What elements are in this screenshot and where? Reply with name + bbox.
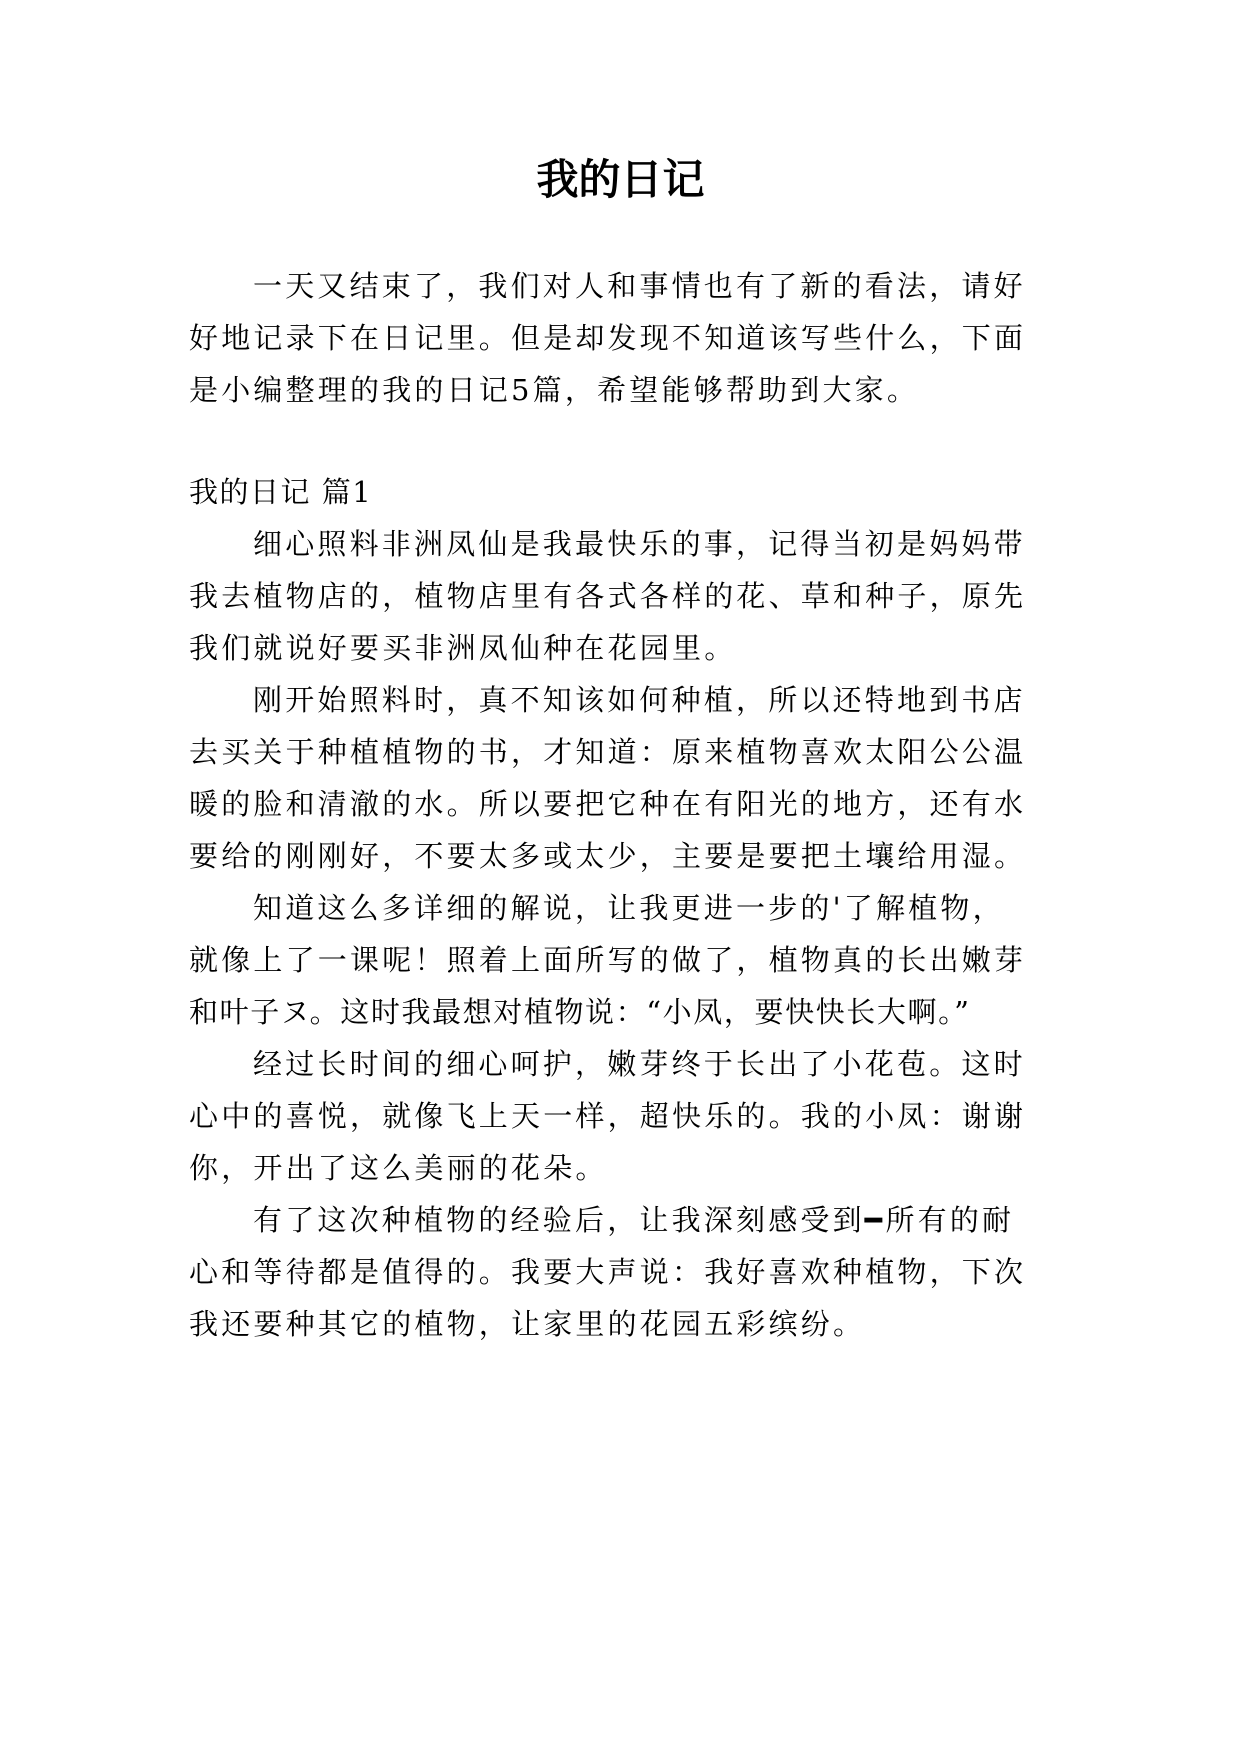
intro-line: 一天又结束了，我们对人和事情也有了新的看法，请好 [253,269,1026,303]
document-title: 我的日记 [536,155,705,204]
paragraph-line: 心中的喜悦，就像飞上天一样，超快乐的。我的小凤：谢谢 [189,1099,1027,1133]
paragraph-line: 知道这么多详细的解说，让我更进一步的'了解植物， [253,891,1005,925]
intro-line: 好地记录下在日记里。但是却发现不知道该写些什么，下面 [189,321,1027,355]
paragraph-line: 要给的刚刚好，不要太多或太少，主要是要把土壤给用湿。 [189,839,1027,873]
paragraph-line: 我还要种其它的植物，让家里的花园五彩缤纷。 [189,1307,866,1341]
section-heading: 我的日记 篇1 [189,475,373,509]
paragraph-line: 我们就说好要买非洲凤仙种在花园里。 [189,631,737,665]
paragraph-line: 刚开始照料时，真不知该如何种植，所以还特地到书店 [253,683,1026,717]
paragraph-line: 经过长时间的细心呵护，嫩芽终于长出了小花苞。这时 [253,1047,1026,1081]
paragraph-line: 有了这次种植物的经验后，让我深刻感受到━所有的耐 [253,1203,1015,1237]
paragraph-line: 暖的脸和清澈的水。所以要把它种在有阳光的地方，还有水 [189,787,1027,821]
intro-line: 是小编整理的我的日记5篇，希望能够帮助到大家。 [189,373,920,407]
paragraph-line: 去买关于种植植物的书，才知道：原来植物喜欢太阳公公温 [189,735,1027,769]
paragraph-line: 我去植物店的，植物店里有各式各样的花、草和种子，原先 [189,579,1027,613]
paragraph-line: 就像上了一课呢！照着上面所写的做了，植物真的长出嫩芽 [189,943,1027,977]
paragraph-line: 你，开出了这么美丽的花朵。 [189,1151,608,1185]
paragraph-line: 心和等待都是值得的。我要大声说：我好喜欢种植物，下次 [189,1255,1027,1289]
paragraph-line: 细心照料非洲凤仙是我最快乐的事，记得当初是妈妈带 [253,527,1026,561]
paragraph-line: 和叶子ヌ。这时我最想对植物说：“小凤，要快快长大啊。” [189,995,971,1029]
